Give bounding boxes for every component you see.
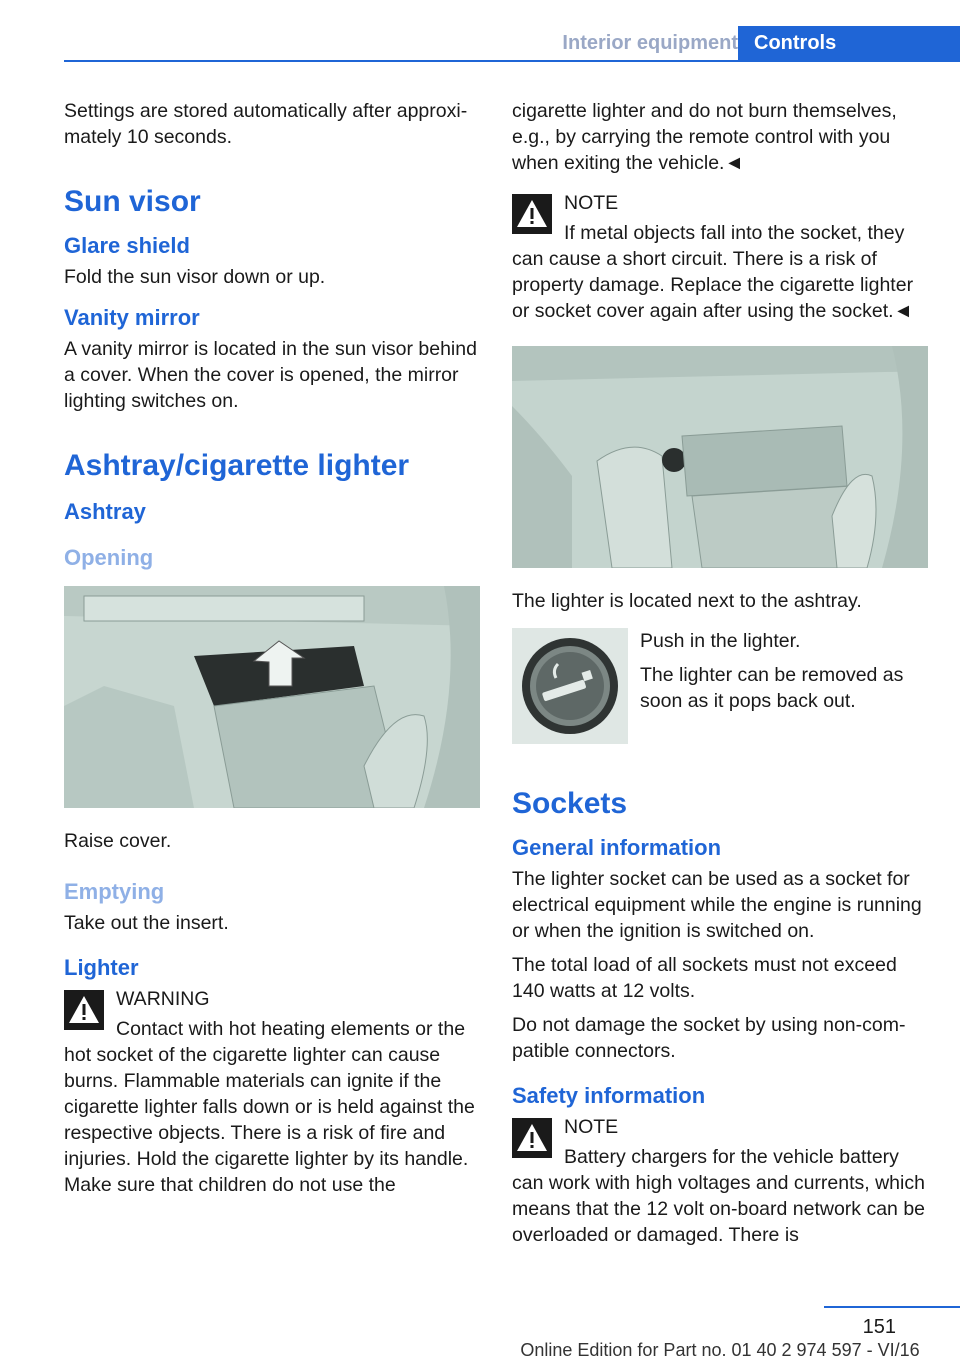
push-in-text: Push in the lighter.	[640, 630, 801, 652]
vanity-mirror-text: A vanity mirror is located in the sun visor behind a cover. When the cover is opened, the mirror lighting switches on.	[64, 338, 477, 412]
glare-shield-heading: Glare shield	[64, 233, 190, 258]
note-text: can work with high voltages and currents, which means that the 12 volt on-board network can be overloaded or damaged. There is	[512, 1172, 926, 1246]
page-number: 151	[862, 1316, 896, 1338]
raise-cover-text: Raise cover.	[64, 830, 172, 852]
note-text-first: Battery chargers for the vehicle battery	[564, 1146, 899, 1168]
warning-label: WARNING	[116, 988, 210, 1010]
sun-visor-heading: Sun visor	[64, 185, 201, 218]
emptying-text: Take out the insert.	[64, 912, 229, 934]
header-section-tab: Interior equipment	[562, 32, 738, 54]
general-information-heading: General information	[512, 835, 722, 860]
left-column	[64, 98, 480, 1206]
right-column	[512, 98, 928, 1256]
sockets-heading: Sockets	[512, 787, 628, 820]
warning-text-first: Contact with hot heating elements or the	[116, 1018, 466, 1040]
general-information-text: The lighter socket can be used as a socket for electrical equipment while the engine is running or when the ignition is switched on.	[512, 868, 922, 942]
note-text: can cause a short circuit. There is a risk of property damage. Replace the cigarette lighter or socket cover again after using the socket.◄	[512, 248, 914, 322]
header-rule	[64, 60, 960, 62]
cigarette-lighter-image	[512, 628, 628, 744]
edition-footer: Online Edition for Part no. 01 40 2 974 597 - VI/16	[520, 1340, 920, 1360]
warning-icon	[512, 1118, 552, 1158]
note-label: NOTE	[564, 1116, 619, 1138]
safety-information-heading: Safety information	[512, 1083, 706, 1108]
warning-icon	[64, 990, 104, 1030]
warning-icon	[512, 194, 552, 234]
lighter-location-image	[512, 346, 928, 568]
ashtray-heading: Ashtray	[64, 499, 146, 524]
total-load-text: The total load of all sockets must not exceed 140 watts at 12 volts.	[512, 954, 897, 1002]
footer-rule	[824, 1306, 960, 1308]
lighter-instruction	[512, 628, 928, 744]
note-text-first: If metal objects fall into the socket, they	[564, 222, 905, 244]
header-chapter-tab: Controls	[738, 26, 960, 62]
no-damage-text: Do not damage the socket by using non-compatible connectors.	[512, 1014, 906, 1062]
ashtray-lighter-heading: Ashtray/cigarette lighter	[64, 449, 410, 482]
lighter-location-text: The lighter is located next to the ashtray.	[512, 590, 862, 612]
emptying-heading: Emptying	[64, 879, 165, 904]
ashtray-opening-image	[64, 586, 480, 808]
warning-notice	[64, 986, 480, 1198]
lighter-heading: Lighter	[64, 955, 139, 980]
warning-text: hot socket of the cigarette lighter can cause burns. Flammable materials can ignite if the cigarette lighter falls down or is held against the respective objects. There is a risk of fire and injuries. Hold the cigarette lighter by its handle. Make sure that children do not use the	[64, 1044, 475, 1196]
lighter-instruction-text	[628, 628, 928, 744]
opening-heading: Opening	[64, 545, 154, 570]
note-notice-chargers	[512, 1114, 928, 1248]
vanity-mirror-heading: Vanity mirror	[64, 305, 200, 330]
glare-shield-text: Fold the sun visor down or up.	[64, 266, 326, 288]
continuation-text: cigarette lighter and do not burn themselves, e.g., by carrying the remote control with you when exiting the vehicle.◄	[512, 100, 897, 174]
note-label: NOTE	[564, 192, 619, 214]
note-notice-metal	[512, 190, 928, 324]
intro-paragraph: Settings are stored automatically after approximately 10 seconds.	[64, 100, 468, 148]
removed-text: The lighter can be removed as soon as it pops back out.	[640, 664, 904, 712]
